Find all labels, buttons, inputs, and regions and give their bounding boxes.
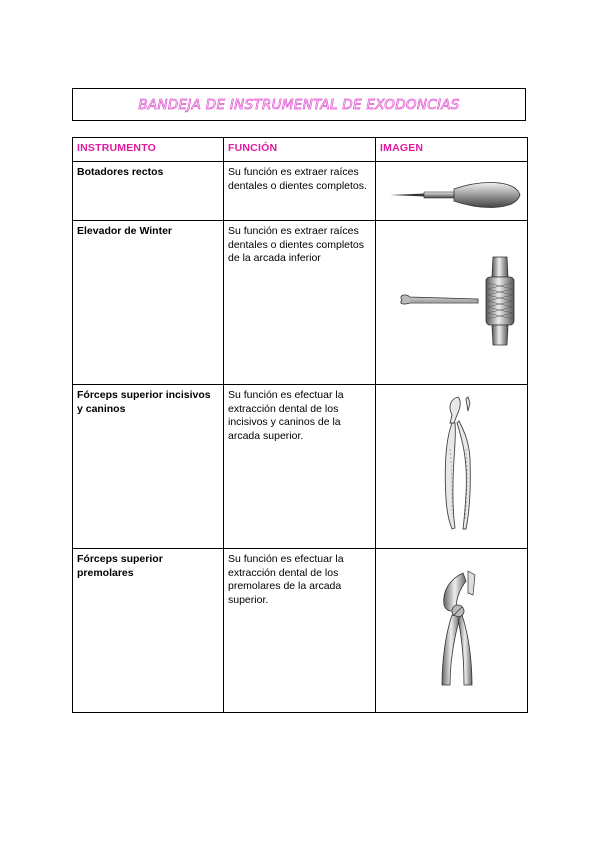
instrument-image-cell [376, 549, 528, 713]
instrument-function: Su función es extraer raíces dentales o dientes completos. [224, 162, 376, 221]
instrument-image-cell [376, 221, 528, 385]
title-box [72, 88, 526, 121]
instrument-table [72, 137, 528, 713]
winter-elevator-icon [380, 225, 530, 380]
header-function: FUNCIÓN [224, 138, 376, 162]
table-row [73, 385, 528, 549]
table-row [73, 162, 528, 221]
instrument-image-cell [376, 162, 528, 221]
instrument-name: Elevador de Winter [73, 221, 224, 385]
instrument-name: Fórceps superior premolares [73, 549, 224, 713]
upper-premolar-forceps-icon [380, 553, 530, 708]
instrument-function: Su función es extraer raíces dentales o dientes completos de la arcada inferior [224, 221, 376, 385]
instrument-function: Su función es efectuar la extracción dental de los premolares de la arcada superior. [224, 549, 376, 713]
document-title: BANDEJA DE INSTRUMENTAL DE EXODONCIAS [138, 96, 460, 113]
instrument-name: Fórceps superior incisivos y caninos [73, 385, 224, 549]
header-instrument: INSTRUMENTO [73, 138, 224, 162]
table-header-row [73, 138, 528, 162]
header-image: IMAGEN [376, 138, 528, 162]
table-row [73, 221, 528, 385]
upper-incisor-forceps-icon [380, 389, 530, 544]
instrument-function: Su función es efectuar la extracción dental de los incisivos y caninos de la arcada superior. [224, 385, 376, 549]
table-row [73, 549, 528, 713]
instrument-image-cell [376, 385, 528, 549]
straight-elevator-icon [380, 166, 530, 216]
instrument-name: Botadores rectos [73, 162, 224, 221]
